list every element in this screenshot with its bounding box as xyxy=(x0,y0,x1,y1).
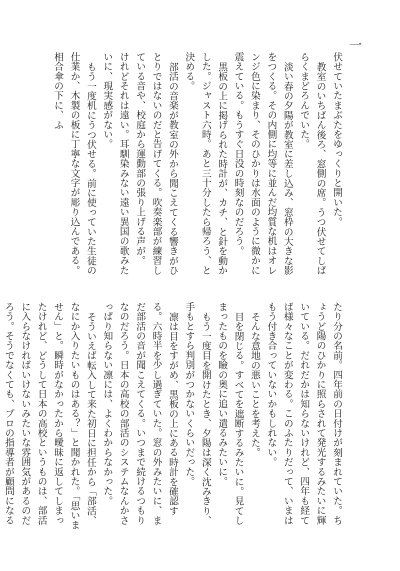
paragraph: 伏せていたまぶたをゆっくりと開いた。 xyxy=(331,52,342,227)
chapter-number: 一 xyxy=(346,38,361,51)
paragraph: けれどそれは遠い。耳馴染みない遠い異国の歌みたいに、現実感がない。 xyxy=(101,52,129,276)
paragraph: もう一度目を開けたとき、夕陽は深く沈みきり、手もとすら判別がつかないくらいだった。 xyxy=(183,302,211,525)
paragraph: 黒板の上に掲げられた時計が、カチ、と針を動かした。ジャスト六時。あと三十分したら帰ろう、と決める。 xyxy=(183,52,228,276)
paragraph: 凛は目をすがめ、黒板の上にある時計を確認する。六時半を少し過ぎていた。窓の外みたいに、まだ部活の音が聞こえてくる。いつまで続けるつもりなのだろう。日本の高校の部活のシステムなんかさっぱり知らない凛には、よくわからなかった。 xyxy=(101,302,178,526)
paragraph: 淡い春の夕陽が教室に差し込み、窓枠の大きな影をつくる。その内側に均等に並んだ均質な机はオレンジ色に染まり、そのひかりは水面のように微かに震えている。もうすぐ日没の時刻なのだろう。 xyxy=(232,52,293,276)
text-tier-bottom xyxy=(2,302,344,534)
paragraph: もう一度机にうつ伏せる。前に使っていた生徒の仕業か、木製の板に丁寧な文字が彫り込んである。相合傘の下に、ふ xyxy=(52,52,96,276)
paragraph: たり分の名前。四年前の日付けが刻まれていた。ちょうど陽のひかりに照らされて発光するみたいに輝いている。だれだかは知らないけれど、四年も経てば様々なことが変わる。このふたりだって、いまはもう付き合っていないかもしれない。 xyxy=(265,302,342,526)
paragraph: 教室のいちばん後ろ、窓側の席。うつ伏せてしばらくまどろんでいた。 xyxy=(298,52,326,275)
paragraph: そんな意地の悪いことを考えた。 xyxy=(248,311,260,458)
paragraph: そういえば転入して来た初日に担任から「部活、なにか入りたいものはある？」と聞かれた。「思いません」と。瞬時がなかったから曖昧に返してしまったけれど、どうして日本の高校というものは、部活に入らなければいけないみたいな雰囲気があるのだろう。そうでなくても、プロの指導者が顧問になる xyxy=(2,302,96,530)
text-tier-top xyxy=(24,52,344,282)
paragraph: 部活の音楽が教室の外から聞こえてくる響きがひとりではないのだと告げてくる。吹奏楽部が練習している音や、校庭から運動部の張り上げる声が。 xyxy=(134,52,178,276)
paragraph: 目を閉じる。すべてを遮断するみたいに。見てしまったものを瞼の奥に追い遣るみたいに。 xyxy=(216,302,244,525)
